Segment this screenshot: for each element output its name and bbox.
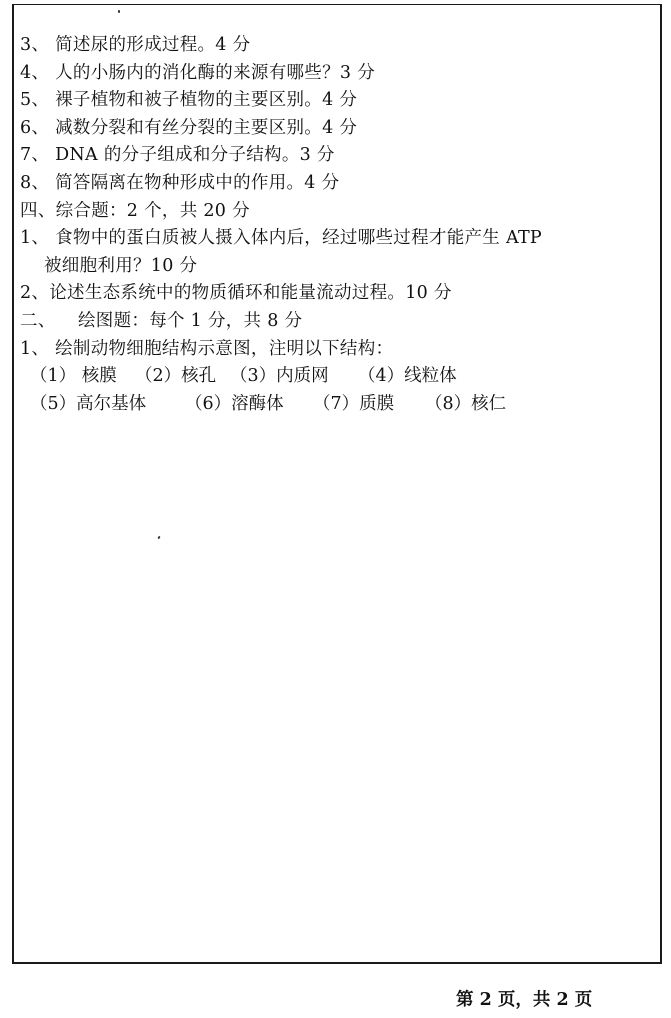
structure-item: （1） 核膜 (30, 366, 117, 387)
section-4-question-1-line-1: 1、 食物中的蛋白质被人摄入体内后，经过哪些过程才能产生 ATP (20, 228, 542, 249)
scan-speck (118, 10, 120, 13)
section-2-question-1: 1、 绘制动物细胞结构示意图，注明以下结构： (20, 338, 394, 359)
structure-list-row-1 (20, 363, 650, 391)
structure-item: （2）核孔 (135, 366, 217, 387)
section-2-heading (20, 308, 650, 336)
question-7: 7、 DNA 的分子组成和分子结构。3 分 (20, 145, 335, 166)
section-2-heading-text: 绘图题：每个 1 分，共 8 分 (78, 310, 303, 331)
question-list (20, 32, 650, 418)
question-4: 4、 人的小肠内的消化酶的来源有哪些？3 分 (20, 62, 375, 83)
section-4-question-1-line-2: 被细胞利用？10 分 (44, 255, 198, 276)
structure-item: （4）线粒体 (358, 366, 457, 387)
page-number: 第 2 页，共 2 页 (456, 990, 593, 1010)
structure-item: （5）高尔基体 (30, 393, 147, 414)
question-8: 8、 简答隔离在物种形成中的作用。4 分 (20, 172, 340, 193)
section-2-heading-number: 二、 (20, 310, 56, 331)
structure-list-row-2 (20, 391, 650, 419)
structure-item: （6）溶酶体 (185, 393, 284, 414)
structure-item: （7）质膜 (313, 393, 395, 414)
structure-item: （8）核仁 (425, 393, 507, 414)
section-4-heading: 四、综合题：2 个，共 20 分 (20, 200, 250, 221)
section-4-question-2: 2、论述生态系统中的物质循环和能量流动过程。10 分 (20, 283, 452, 304)
question-6: 6、 减数分裂和有丝分裂的主要区别。4 分 (20, 117, 358, 138)
question-3: 3、 简述尿的形成过程。4 分 (20, 35, 251, 55)
question-5: 5、 裸子植物和被子植物的主要区别。4 分 (20, 90, 358, 111)
structure-item: （3）内质网 (230, 366, 329, 387)
